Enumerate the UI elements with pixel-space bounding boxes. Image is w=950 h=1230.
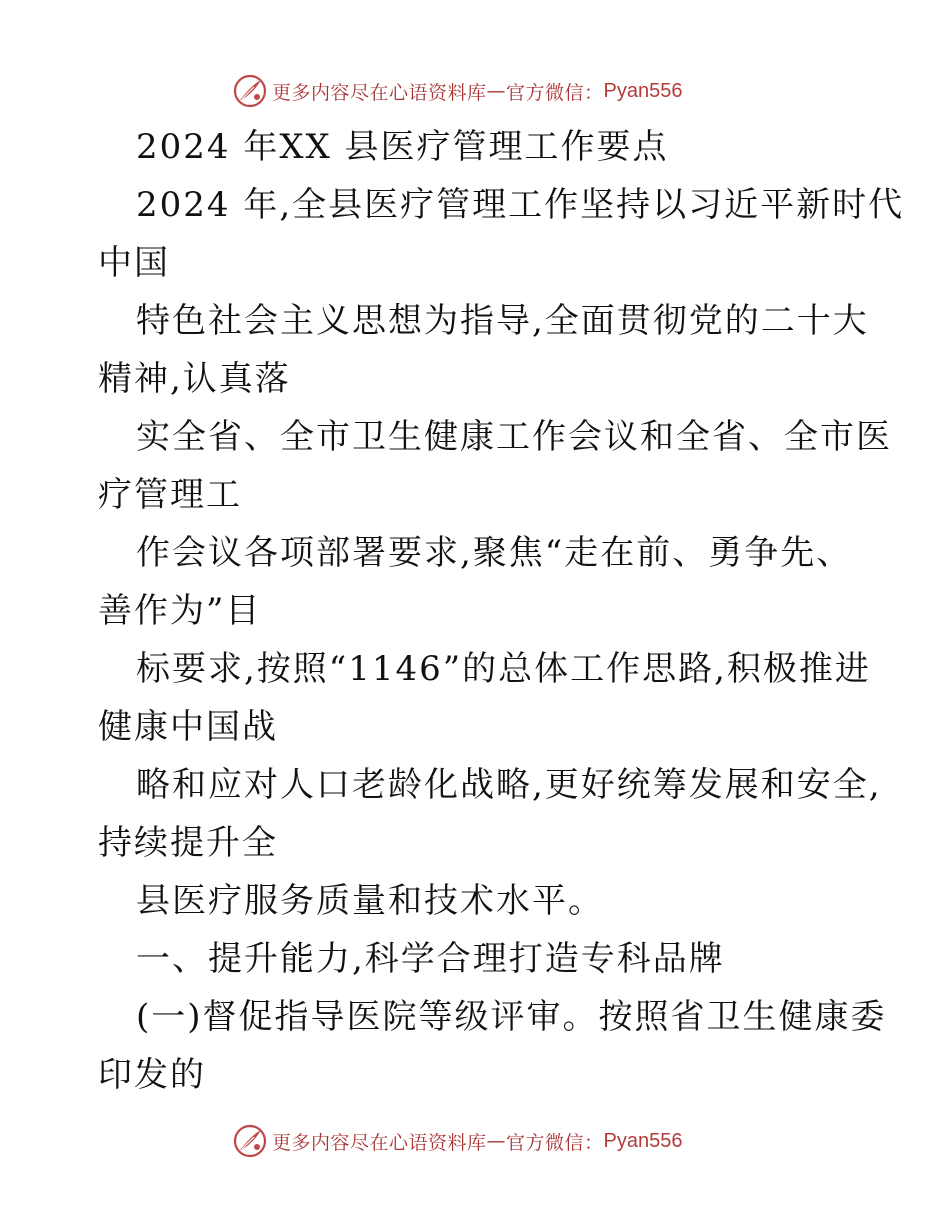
document-title: 2024 年XX 县医疗管理工作要点 <box>136 127 669 167</box>
watermark-text: 更多内容尽在心语资料库 <box>272 81 487 104</box>
watermark-separator: — <box>486 80 507 102</box>
paragraph-line: 2024 年,全县医疗管理工作坚持以习近平新时代 <box>136 185 905 225</box>
watermark-label: 官方微信： <box>506 1131 604 1154</box>
paragraph-line: 持续提升全 <box>98 823 278 863</box>
watermark-separator: — <box>486 1130 507 1152</box>
paragraph-line: 疗管理工 <box>98 475 242 515</box>
paragraph-line: 精神,认真落 <box>98 359 291 399</box>
watermark-label: 官方微信： <box>506 81 604 104</box>
header-watermark <box>232 71 683 111</box>
paragraph-line: 实全省、全市卫生健康工作会议和全省、全市医 <box>136 417 892 457</box>
paragraph-line: 印发的 <box>98 1055 206 1095</box>
document-body <box>98 118 905 1104</box>
watermark-text: 更多内容尽在心语资料库 <box>272 1131 487 1154</box>
paragraph-line: 特色社会主义思想为指导,全面贯彻党的二十大 <box>136 301 869 341</box>
paragraph-line: 善作为”目 <box>98 591 262 631</box>
section-heading: 一、提升能力,科学合理打造专科品牌 <box>136 939 725 979</box>
feather-pen-logo-icon <box>232 1123 268 1159</box>
watermark-id: Pyan556 <box>603 79 683 102</box>
paragraph-line: 略和应对人口老龄化战略,更好统筹发展和安全, <box>136 765 882 805</box>
paragraph-line: 标要求,按照“1146”的总体工作思路,积极推进 <box>136 649 871 689</box>
paragraph-line: 作会议各项部署要求,聚焦“走在前、勇争先、 <box>136 533 853 573</box>
watermark-id: Pyan556 <box>603 1129 683 1152</box>
paragraph-line: 中国 <box>98 243 170 283</box>
footer-watermark <box>232 1121 683 1161</box>
feather-pen-logo-icon <box>232 73 268 109</box>
paragraph-line: 县医疗服务质量和技术水平。 <box>136 881 604 921</box>
subsection-line: (一)督促指导医院等级评审。按照省卫生健康委 <box>136 997 887 1037</box>
paragraph-line: 健康中国战 <box>98 707 278 747</box>
